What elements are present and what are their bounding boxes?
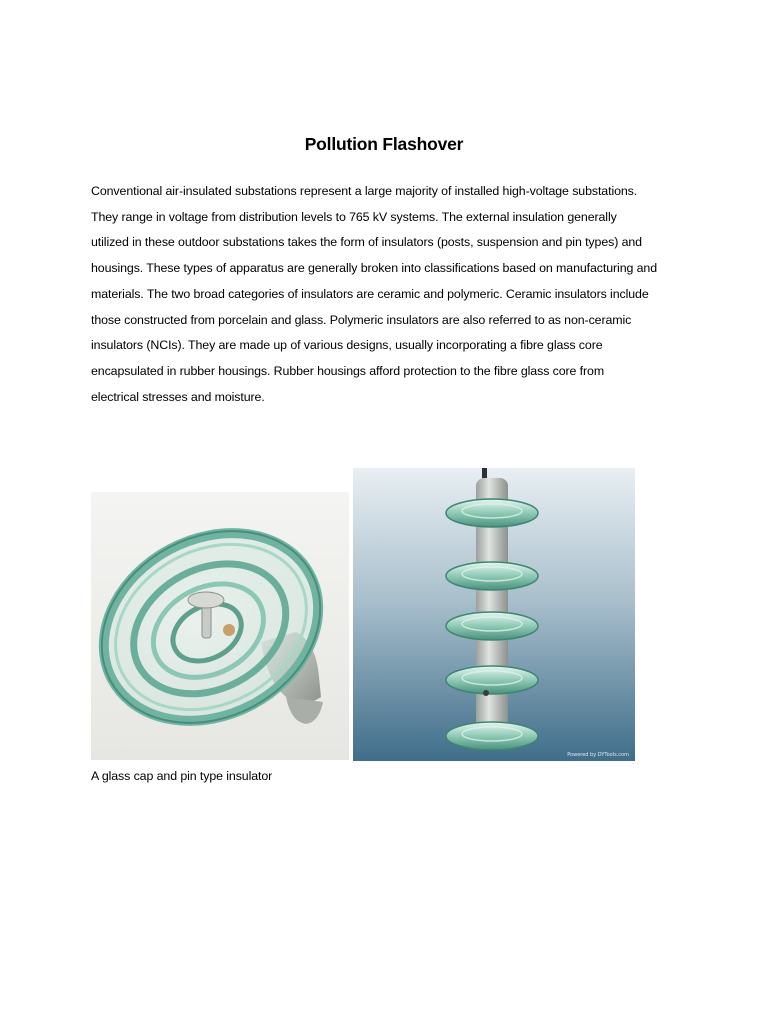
insulator-string-image: [353, 468, 635, 761]
paragraph-line: utilized in these outdoor substations takes the form of insulators (posts, suspension and pin types) and: [91, 235, 642, 250]
paragraph-line: those constructed from porcelain and glass. Polymeric insulators are also referred to as non-ceramic: [91, 312, 632, 327]
glass-insulator-image: [91, 492, 349, 760]
insulator-string-icon: [353, 468, 635, 761]
paragraph-line: housings. These types of apparatus are generally broken into classifications based on manufacturing and: [91, 261, 657, 276]
paragraph-line: Conventional air-insulated substations represent a large majority of installed high-voltage substations.: [91, 184, 638, 198]
paragraph-line: encapsulated in rubber housings. Rubber housings afford protection to the fibre glass core from: [91, 363, 605, 378]
paragraph-line: They range in voltage from distribution levels to 765 kV systems. The external insulation generally: [91, 209, 617, 224]
image-watermark: Powered by DYTools.com: [567, 752, 629, 758]
body-paragraph: [91, 179, 691, 410]
page-title: Pollution Flashover: [304, 134, 464, 154]
glass-disc-insulator-icon: [91, 492, 349, 760]
svg-text:.: .: [297, 752, 299, 758]
paragraph-line: electrical stresses and moisture.: [91, 389, 265, 404]
paragraph-line: insulators (NCIs). They are made up of various designs, usually incorporating a fibre glass core: [91, 338, 603, 353]
figure-caption: A glass cap and pin type insulator: [91, 769, 273, 783]
paragraph-line: materials. The two broad categories of insulators are ceramic and polymeric. Ceramic insulators include: [91, 286, 649, 301]
